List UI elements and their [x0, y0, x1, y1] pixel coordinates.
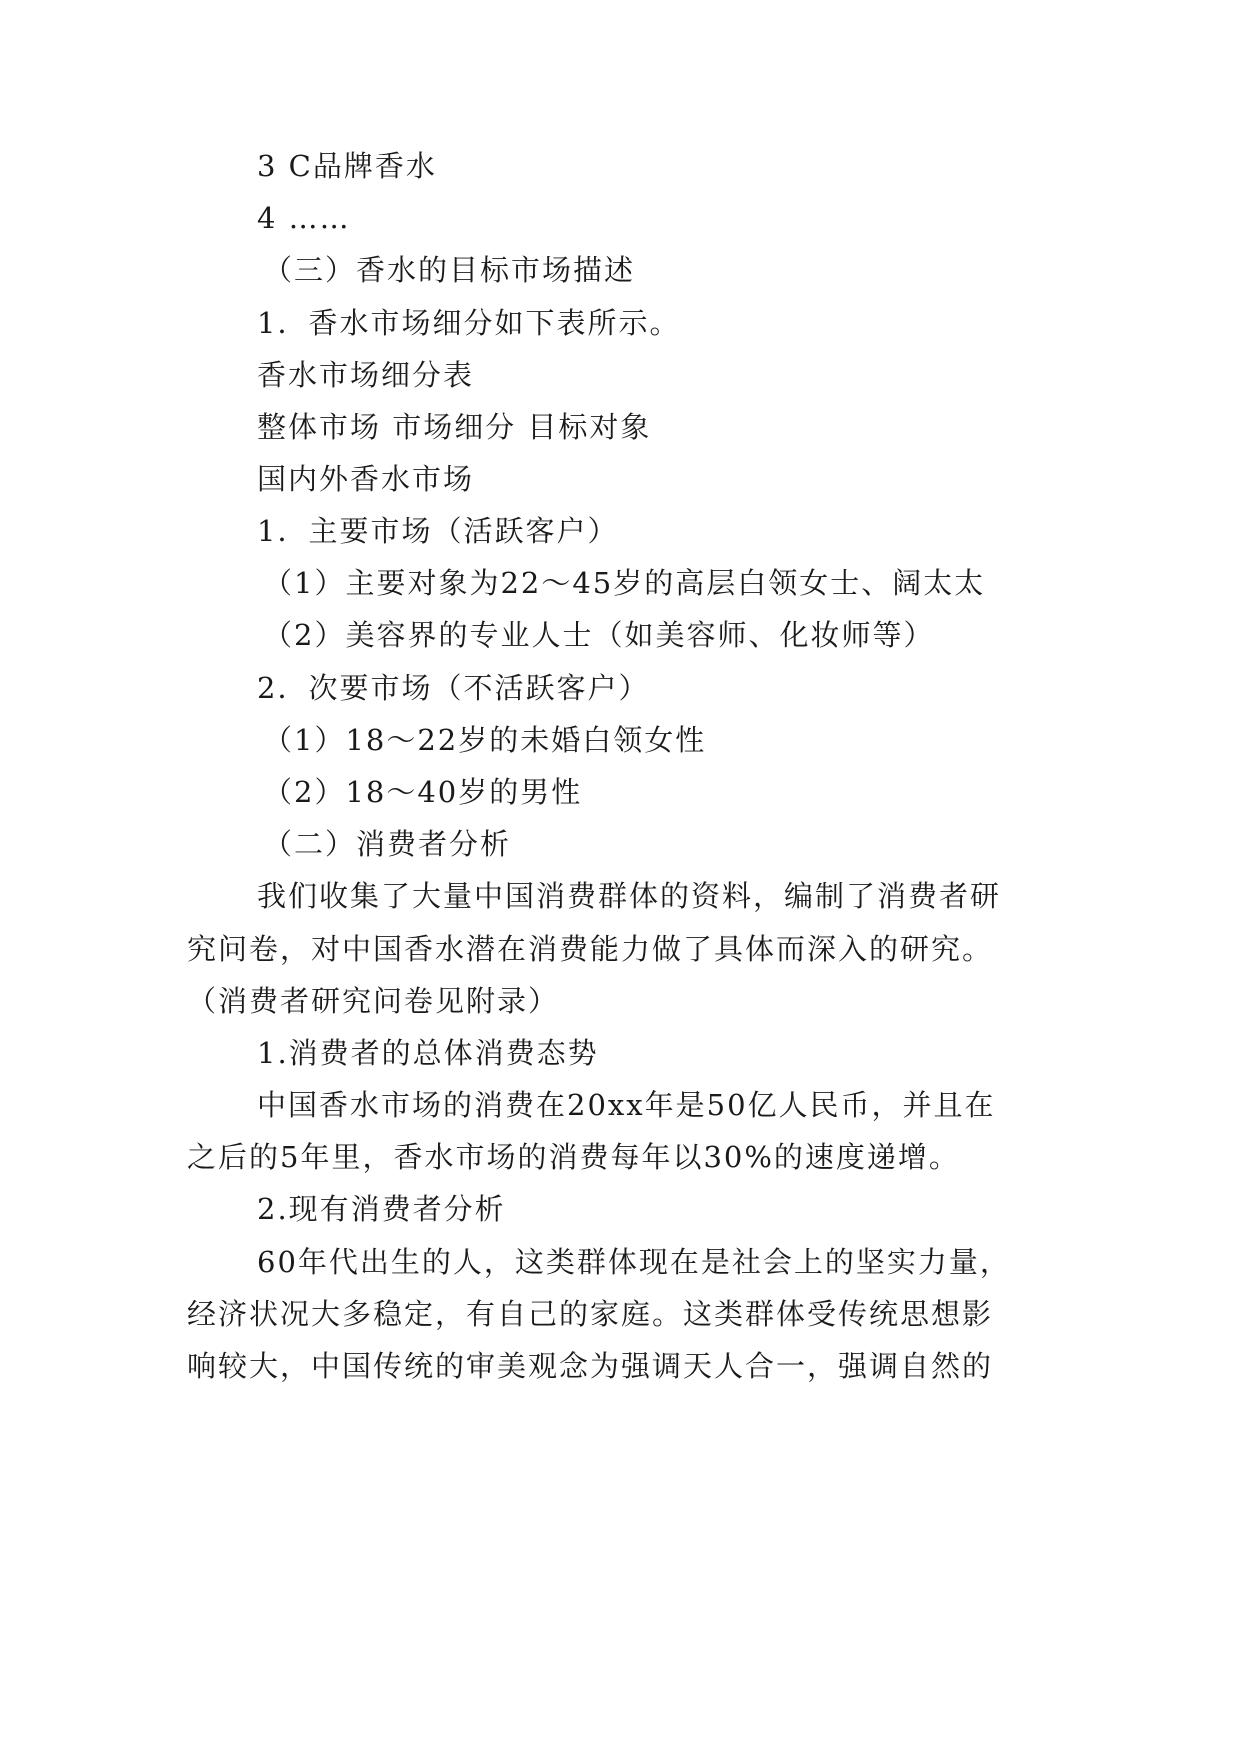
table-title: 香水市场细分表 [257, 358, 475, 392]
paragraph-line: （消费者研究问卷见附录） [187, 984, 560, 1018]
paragraph-line: 60年代出生的人，这类群体现在是社会上的坚实力量， [257, 1245, 1011, 1279]
paragraph-segmentation-intro: 1．香水市场细分如下表所示。 [257, 306, 681, 340]
table-cell-primary-market: 1．主要市场（活跃客户） [257, 514, 619, 548]
paragraph-line: 中国香水市场的消费在20xx年是50亿人民币，并且在 [257, 1088, 996, 1122]
paragraph-line: 我们收集了大量中国消费群体的资料，编制了消费者研 [257, 879, 1002, 913]
table-cell-secondary-market: 2．次要市场（不活跃客户） [257, 671, 650, 705]
table-header-row: 整体市场 市场细分 目标对象 [257, 410, 652, 444]
paragraph-line: 响较大，中国传统的审美观念为强调天人合一，强调自然的 [187, 1349, 994, 1383]
subheading-existing-consumers: 2.现有消费者分析 [257, 1192, 506, 1226]
section-heading-target-market: （三）香水的目标市场描述 [263, 253, 636, 287]
table-cell-secondary-target-2: （2）18～40岁的男性 [263, 775, 583, 809]
paragraph-line: 究问卷，对中国香水潜在消费能力做了具体而深入的研究。 [187, 932, 994, 966]
subheading-overall-trend: 1.消费者的总体消费态势 [257, 1036, 599, 1070]
paragraph-line: 经济状况大多稳定，有自己的家庭。这类群体受传统思想影 [187, 1297, 994, 1331]
table-cell-overall-market: 国内外香水市场 [257, 462, 475, 496]
table-cell-primary-target-1: （1）主要对象为22～45岁的高层白领女士、阔太太 [263, 566, 986, 600]
table-cell-primary-target-2: （2）美容界的专业人士（如美容师、化妆师等） [263, 618, 935, 652]
list-item-c-brand: 3 C品牌香水 [257, 149, 437, 183]
list-item-ellipsis: 4 …… [257, 201, 351, 235]
paragraph-line: 之后的5年里，香水市场的消费每年以30%的速度递增。 [187, 1140, 960, 1174]
table-cell-secondary-target-1: （1）18～22岁的未婚白领女性 [263, 723, 707, 757]
section-heading-consumer-analysis: （二）消费者分析 [263, 827, 512, 861]
